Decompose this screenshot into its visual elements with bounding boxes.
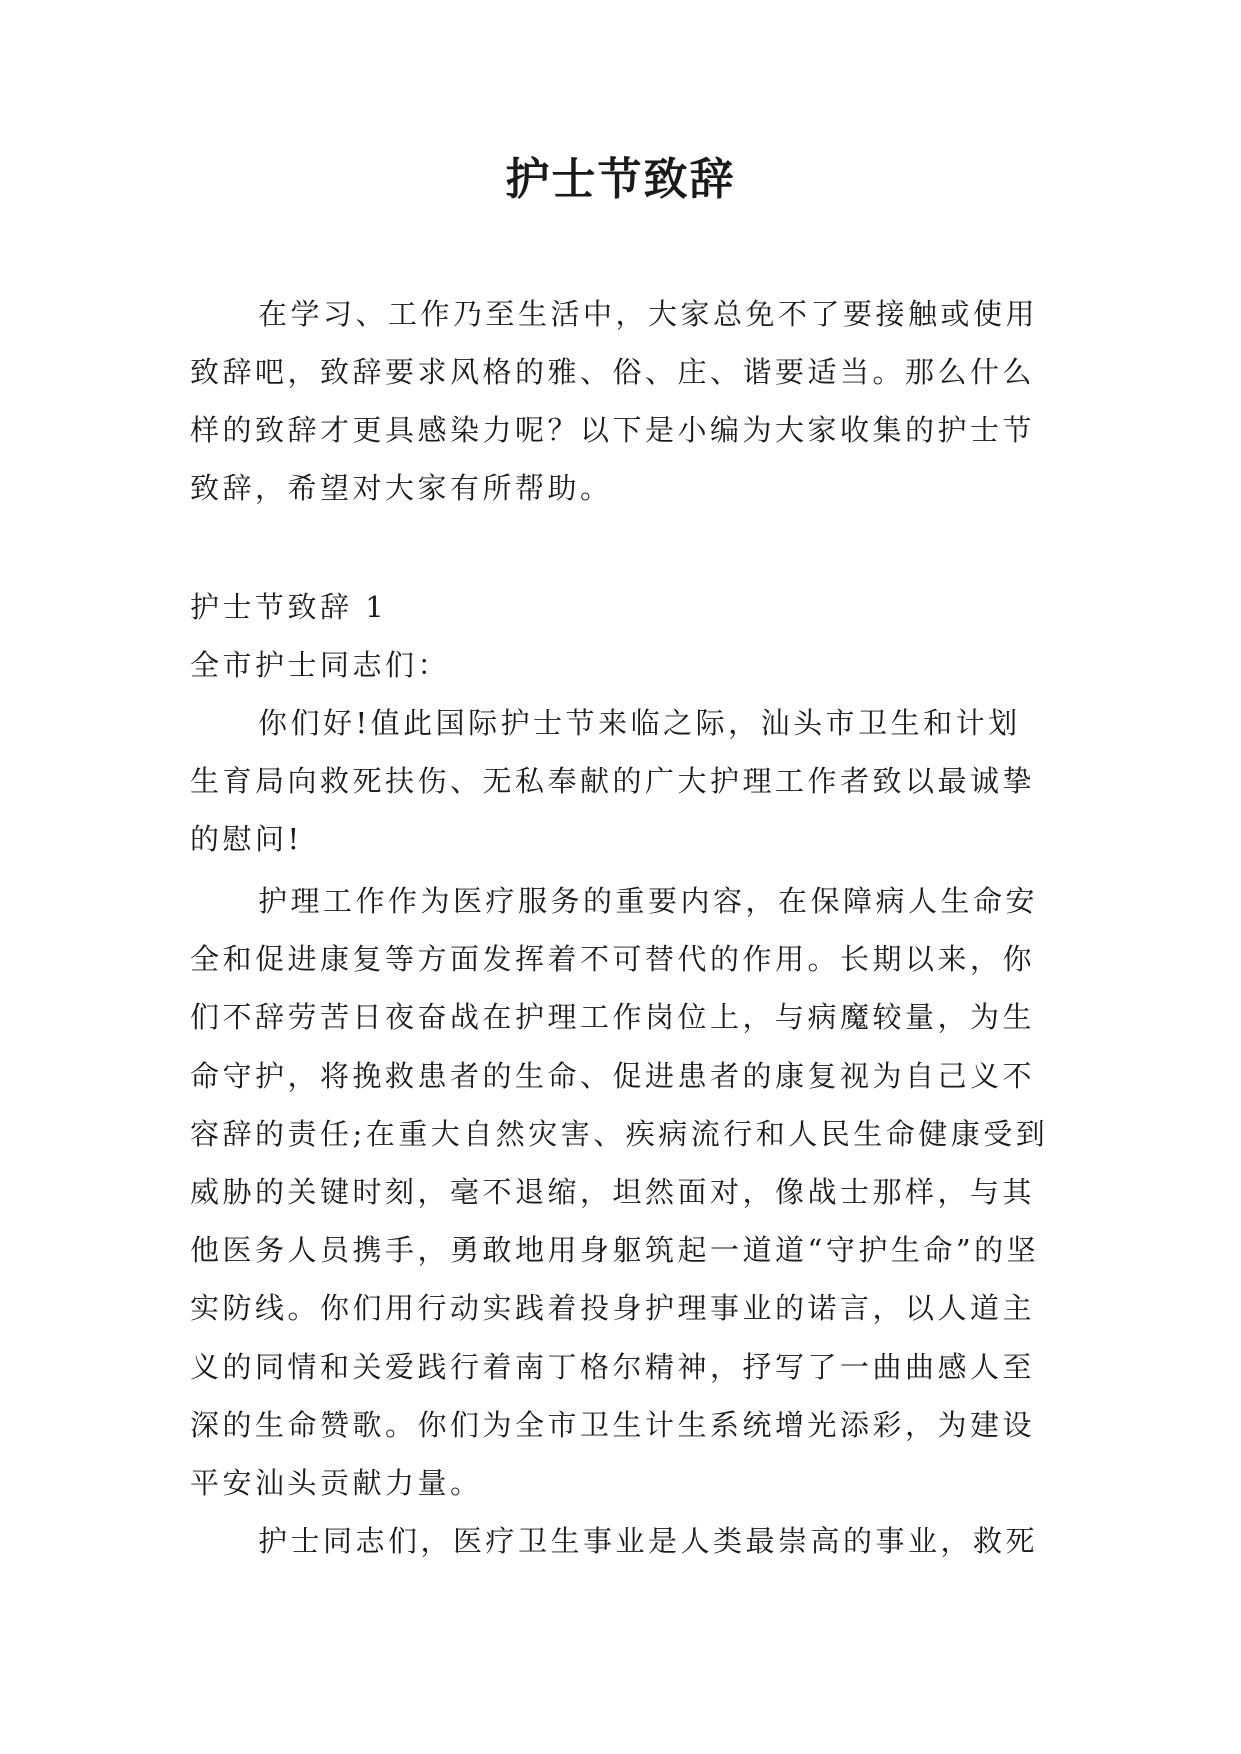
document-title: 护士节致辞 xyxy=(505,154,736,205)
salutation: 全市护士同志们： xyxy=(190,648,451,682)
body-paragraph-3: 护士同志们，医疗卫生事业是人类最崇高的事业，救死 xyxy=(258,1524,1039,1558)
intro-paragraph: 在学习、工作乃至生活中，大家总免不了要接触或使用致辞吧，致辞要求风格的雅、俗、庄、谐要适当。那么什么样的致辞才更具感染力呢？以下是小编为大家收集的护士节致辞，希望对大家有所帮助。 xyxy=(190,297,1039,505)
body-paragraph-1: 你们好!值此国际护士节来临之际，汕头市卫生和计划生育局向救死扶伤、无私奉献的广大护理工作者致以最诚挚的慰问! xyxy=(190,706,1036,856)
section-heading: 护士节致辞 1 xyxy=(190,590,388,624)
body-paragraph-2: 护理工作作为医疗服务的重要内容，在保障病人生命安全和促进康复等方面发挥着不可替代的作用。长期以来，你们不辞劳苦日夜奋战在护理工作岗位上，与病魔较量，为生命守护，将挽救患者的生命、促进患者的康复视为自己义不容辞的责任;在重大自然灾害、疾病流行和人民生命健康受到威胁的关键时刻，毫不退缩，坦然面对，像战士那样，与其他医务人员携手，勇敢地用身躯筑起一道道“守护生命”的坚实防线。你们用行动实践着投身护理事业的诺言，以人道主义的同情和关爱践行着南丁格尔精神，抒写了一曲曲感人至深的生命赞歌。你们为全市卫生计生系统增光添彩，为建设平安汕头贡献力量。 xyxy=(190,884,1049,1501)
